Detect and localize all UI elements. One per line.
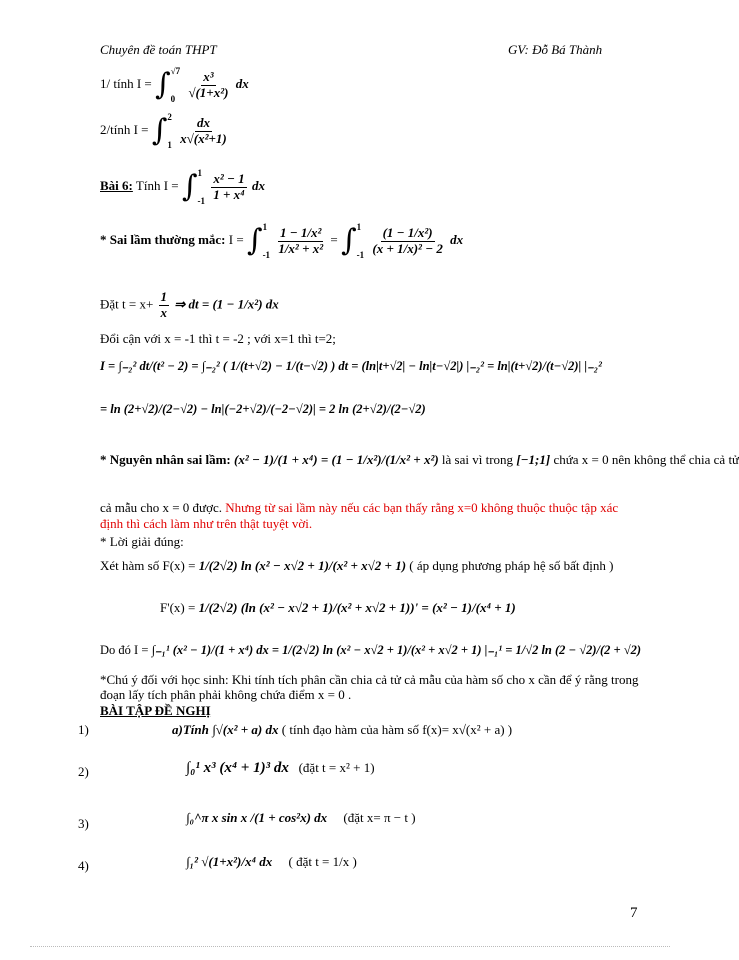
f-prime: F'(x) = 1/(2√2) (ln (x² − x√2 + 1)/(x² + x√2 + 1))' = (x² − 1)/(x⁴ + 1) [160,600,516,615]
exercise-1: 1/ tính I = ∫ √7 0 $\frac{\text{x³}}{\text{√(1+x²)}}$ dx [100,66,249,104]
do-do: Do đó I = ∫₋₁¹ (x² − 1)/(1 + x⁴) dx = 1/(2√2) ln (x² − x√2 + 1)/(x² + x√2 + 1) |₋₁¹ = 1/√2 ln (2 − √2)/(2 + √2) [100,643,642,657]
integral-sign: ∫ √7 0 [155,66,181,104]
nguyen-nhan-cont: cả mẫu cho x = 0 được. Nhưng từ sai lầm này nếu các bạn thấy rằng x=0 không thuộc thuộc tập xác định thì cách làm như trên thật tuyệt vời. [100,500,619,531]
page-bottom-rule [30,946,670,947]
bai-6-title: Bài 6: [100,177,133,193]
loi-giai: * Lời giải đúng: [100,534,184,549]
integral-line-2: = ln (2+√2)/(2−√2) − ln|(−2+√2)/(−2−√2)| = 2 ln (2+√2)/(2−√2) [100,402,426,416]
exercise-2-label: 2/tính I = [100,121,149,137]
header-right: GV: Đỗ Bá Thành [508,42,603,57]
exercise-1-label: 1/ tính I = [100,75,152,91]
nguyen-nhan: * Nguyên nhân sai lầm: (x² − 1)/(1 + x⁴) = (1 − 1/x²)/(1/x² + x²) là sai vì trong [−1;1] chứa x = 0 nên không thể chia cả tử [100,452,739,467]
chu-y: *Chú ý đối với học sinh: Khi tính tích phân cần chia cả tử cả mẫu của hàm số cho x cần để ý rằng trong đoạn lấy tích phân phải không chứa điểm x = 0 . [100,672,639,702]
bai-tap-1-num: 1) [78,722,89,737]
bai-tap-3: ∫₀^π x sin x /(1 + cos²x) dx (đặt x= π − t ) [186,810,416,825]
doi-can: Đổi cận với x = -1 thì t = -2 ; với x=1 thì t=2; [100,331,336,346]
sai-lam-label: * Sai lầm thường mắc: [100,231,226,247]
bai-6: Bài 6: Tính I = ∫ 1 -1 $\frac{\text{x² − 1}}{\text{1 + x⁴}}$ dx [100,168,265,206]
nguyen-nhan-label: * Nguyên nhân sai lầm: [100,452,231,467]
integral-sign: ∫ 2 1 [151,112,172,150]
bai-tap-1: a)Tính ∫√(x² + a) dx ( tính đạo hàm của hàm số f(x)= x√(x² + a) ) [172,722,513,737]
bai-tap-4-num: 4) [78,858,89,873]
red-note: Nhưng từ sai lầm này nếu các bạn thấy rằng x=0 không thuộc thuộc tập xác định thì cách làm như trên thật tuyệt vời. [100,500,619,531]
bai-tap-2: ∫₀¹ x³ (x⁴ + 1)³ dx (đặt t = x² + 1) [186,760,375,776]
bai-tap-4: ∫₁² √(1+x²)/x⁴ dx ( đặt t = 1/x ) [186,854,357,869]
sai-lam: * Sai lầm thường mắc: I = ∫ 1 -1 $\frac{\text{1 − 1/x²}}{\text{1/x² + x²}}$ = ∫ 1 -1 $\frac{\text{(1 − 1/x²)}}{\text{(x + 1/x)² − 2}}$ dx [100,222,464,260]
xet-ham-so: Xét hàm số F(x) = 1/(2√2) ln (x² − x√2 + 1)/(x² + x√2 + 1) ( áp dụng phương pháp hệ số bất định ) [100,558,614,573]
bai-tap-3-num: 3) [78,816,89,831]
integral-line-1: I = ∫₋₂² dt/(t² − 2) = ∫₋₂² ( 1/(t+√2) − 1/(t−√2) ) dt = (ln|t+√2| − ln|t−√2|) |₋₂² = ln|(t+√2)/(t−√2)| |₋₂² [100,359,602,373]
bai-tap-title: BÀI TẬP ĐỀ NGHỊ [100,703,211,718]
page-number: 7 [630,905,638,921]
bai-tap-2-num: 2) [78,764,89,779]
header-left: Chuyên đề toán THPT [100,42,217,57]
exercise-2: 2/tính I = ∫ 2 1 $\frac{dx}{\text{x√(x²+1)}}$ [100,112,227,150]
dat-t: Đặt t = x+ $\frac{1}{x}$ ⇒ dt = (1 − 1/x²) dx [100,289,279,320]
